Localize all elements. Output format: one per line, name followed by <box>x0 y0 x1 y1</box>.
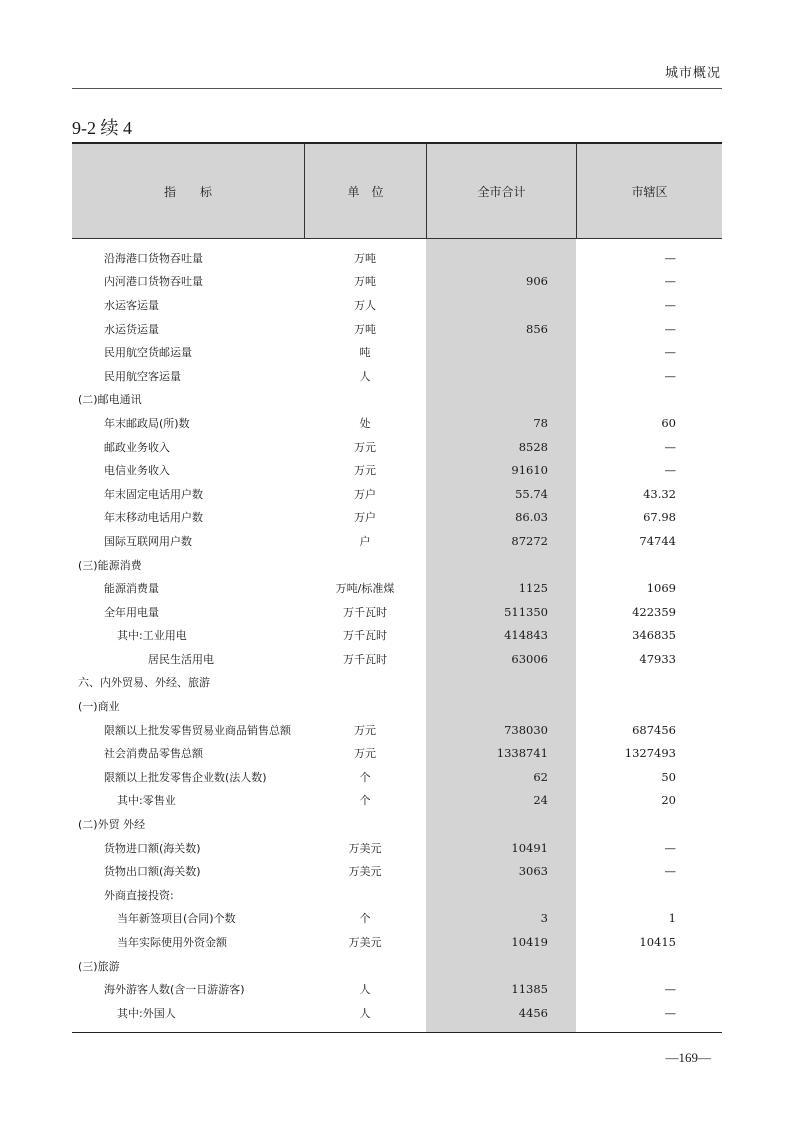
district-cell: — <box>664 368 676 383</box>
district-cell: — <box>664 982 676 997</box>
district-cell: 47933 <box>639 651 676 666</box>
city-total-cell: 86.03 <box>515 510 548 525</box>
table-header-row <box>72 144 722 239</box>
table-row <box>72 977 722 1001</box>
unit-cell: 万美元 <box>348 841 382 855</box>
unit-cell: 万吨/标准煤 <box>335 582 395 596</box>
district-cell: 67.98 <box>643 510 676 525</box>
district-cell: 20 <box>661 793 676 808</box>
table-row <box>72 576 722 600</box>
indicator-cell: (一)商业 <box>78 700 120 714</box>
indicator-cell: 货物进口额(海关数) <box>104 841 201 855</box>
table-row <box>72 246 722 270</box>
unit-cell: 万吨 <box>354 251 376 265</box>
table-row <box>72 836 722 860</box>
indicator-cell: 当年实际使用外资金额 <box>117 936 227 950</box>
statistics-table <box>72 142 722 1033</box>
indicator-cell: 全年用电量 <box>104 605 159 619</box>
district-cell: — <box>664 321 676 336</box>
table-row <box>72 411 722 435</box>
district-cell: — <box>664 1005 676 1020</box>
city-total-cell: 738030 <box>504 722 548 737</box>
table-row <box>72 930 722 954</box>
district-cell: 50 <box>661 769 676 784</box>
city-total-cell: 63006 <box>511 651 548 666</box>
unit-cell: 处 <box>359 416 371 430</box>
table-row <box>72 883 722 907</box>
table-row <box>72 270 722 294</box>
table-title: 9-2 续 4 <box>72 118 132 138</box>
table-row <box>72 954 722 978</box>
indicator-cell: 电信业务收入 <box>104 464 170 478</box>
indicator-cell: 邮政业务收入 <box>104 440 170 454</box>
indicator-cell: 能源消费量 <box>104 582 159 596</box>
page-number: —169— <box>665 1050 711 1065</box>
table-row <box>72 647 722 671</box>
header-district: 市辖区 <box>576 144 722 238</box>
city-total-cell: 4456 <box>518 1005 548 1020</box>
city-total-cell: 414843 <box>504 628 548 643</box>
table-row <box>72 529 722 553</box>
unit-cell: 万户 <box>354 511 376 525</box>
district-cell: 687456 <box>632 722 676 737</box>
table-row <box>72 859 722 883</box>
unit-cell: 万美元 <box>348 865 382 879</box>
district-cell: 10415 <box>639 935 676 950</box>
indicator-cell: 外商直接投资: <box>104 888 174 902</box>
indicator-cell: 年末固定电话用户数 <box>104 487 203 501</box>
unit-cell: 万吨 <box>354 275 376 289</box>
unit-cell: 万千瓦时 <box>343 652 387 666</box>
table-row <box>72 624 722 648</box>
district-cell: — <box>664 297 676 312</box>
unit-cell: 万美元 <box>348 936 382 950</box>
table-row <box>72 293 722 317</box>
unit-cell: 万吨 <box>354 322 376 336</box>
table-row <box>72 907 722 931</box>
city-total-cell: 91610 <box>511 463 548 478</box>
unit-cell: 人 <box>359 1006 371 1020</box>
table-row <box>72 435 722 459</box>
district-cell: — <box>664 250 676 265</box>
unit-cell: 万户 <box>354 487 376 501</box>
city-total-cell: 24 <box>533 793 548 808</box>
indicator-cell: 年末移动电话用户数 <box>104 511 203 525</box>
indicator-cell: 社会消费品零售总额 <box>104 747 203 761</box>
district-cell: — <box>664 864 676 879</box>
city-total-cell: 856 <box>526 321 548 336</box>
district-cell: — <box>664 345 676 360</box>
table-row <box>72 765 722 789</box>
table-row <box>72 718 722 742</box>
table-bottom-rule <box>72 1032 722 1033</box>
district-cell: 1327493 <box>624 746 676 761</box>
city-total-cell: 87272 <box>511 533 548 548</box>
district-cell: — <box>664 274 676 289</box>
table-row <box>72 694 722 718</box>
table-row <box>72 741 722 765</box>
city-total-cell: 62 <box>533 769 548 784</box>
city-total-cell: 3063 <box>518 864 548 879</box>
district-cell: 346835 <box>632 628 676 643</box>
city-total-cell: 10491 <box>511 840 548 855</box>
unit-cell: 人 <box>359 369 371 383</box>
district-cell: 422359 <box>632 604 676 619</box>
indicator-cell: 水运客运量 <box>104 298 159 312</box>
district-cell: 1069 <box>646 581 676 596</box>
indicator-cell: 海外游客人数(含一日游游客) <box>104 983 245 997</box>
indicator-cell: (三)能源消费 <box>78 558 142 572</box>
unit-cell: 户 <box>359 534 371 548</box>
table-row <box>72 364 722 388</box>
indicator-cell: 其中:工业用电 <box>117 629 187 643</box>
city-total-cell: 511350 <box>504 604 548 619</box>
city-total-cell: 10419 <box>511 935 548 950</box>
unit-cell: 万人 <box>354 298 376 312</box>
header-city-total: 全市合计 <box>426 144 576 238</box>
unit-cell: 吨 <box>359 346 371 360</box>
header-rule <box>72 88 722 89</box>
indicator-cell: 内河港口货物吞吐量 <box>104 275 203 289</box>
indicator-cell: 水运货运量 <box>104 322 159 336</box>
indicator-cell: 限额以上批发零售企业数(法人数) <box>104 770 267 784</box>
table-row <box>72 482 722 506</box>
indicator-cell: 限额以上批发零售贸易业商品销售总额 <box>104 723 291 737</box>
district-cell: 60 <box>661 415 676 430</box>
table-row <box>72 1001 722 1025</box>
indicator-cell: 其中:外国人 <box>117 1006 176 1020</box>
table-body <box>72 239 722 1032</box>
city-total-cell: 8528 <box>518 439 548 454</box>
indicator-cell: (三)旅游 <box>78 959 120 973</box>
indicator-cell: 当年新签项目(合同)个数 <box>117 912 236 926</box>
city-total-cell: 3 <box>540 911 548 926</box>
indicator-cell: 居民生活用电 <box>148 652 214 666</box>
table-row <box>72 600 722 624</box>
city-total-cell: 78 <box>533 415 548 430</box>
indicator-cell: (二)外贸 外经 <box>78 818 146 832</box>
table-row <box>72 340 722 364</box>
district-cell: — <box>664 439 676 454</box>
unit-cell: 个 <box>359 794 371 808</box>
district-cell: — <box>664 463 676 478</box>
indicator-cell: 沿海港口货物吞吐量 <box>104 251 203 265</box>
city-total-cell: 906 <box>526 274 548 289</box>
unit-cell: 万千瓦时 <box>343 629 387 643</box>
unit-cell: 万千瓦时 <box>343 605 387 619</box>
indicator-cell: 六、内外贸易、外经、旅游 <box>78 676 210 690</box>
district-cell: 1 <box>668 911 676 926</box>
unit-cell: 万元 <box>354 723 376 737</box>
district-cell: — <box>664 840 676 855</box>
indicator-cell: 民用航空客运量 <box>104 369 181 383</box>
table-row <box>72 317 722 341</box>
district-cell: 74744 <box>639 533 676 548</box>
indicator-cell: 其中:零售业 <box>117 794 176 808</box>
table-row <box>72 388 722 412</box>
table-row <box>72 671 722 695</box>
city-total-cell: 55.74 <box>515 486 548 501</box>
unit-cell: 万元 <box>354 747 376 761</box>
table-row <box>72 812 722 836</box>
city-total-cell: 1125 <box>518 581 548 596</box>
indicator-cell: 年末邮政局(所)数 <box>104 416 190 430</box>
city-total-cell: 1338741 <box>496 746 548 761</box>
unit-cell: 个 <box>359 912 371 926</box>
table-row <box>72 789 722 813</box>
district-cell: 43.32 <box>643 486 676 501</box>
table-row <box>72 506 722 530</box>
city-total-cell: 11385 <box>511 982 548 997</box>
indicator-cell: 货物出口额(海关数) <box>104 865 201 879</box>
header-unit: 单 位 <box>304 144 426 238</box>
unit-cell: 万元 <box>354 440 376 454</box>
header-indicator: 指 标 <box>163 184 212 199</box>
indicator-cell: 民用航空货邮运量 <box>104 346 192 360</box>
table-row <box>72 458 722 482</box>
unit-cell: 个 <box>359 770 371 784</box>
unit-cell: 万元 <box>354 464 376 478</box>
indicator-cell: 国际互联网用户数 <box>104 534 192 548</box>
unit-cell: 人 <box>359 983 371 997</box>
table-row <box>72 553 722 577</box>
running-head: 城市概况 <box>664 66 721 81</box>
indicator-cell: (二)邮电通讯 <box>78 393 142 407</box>
